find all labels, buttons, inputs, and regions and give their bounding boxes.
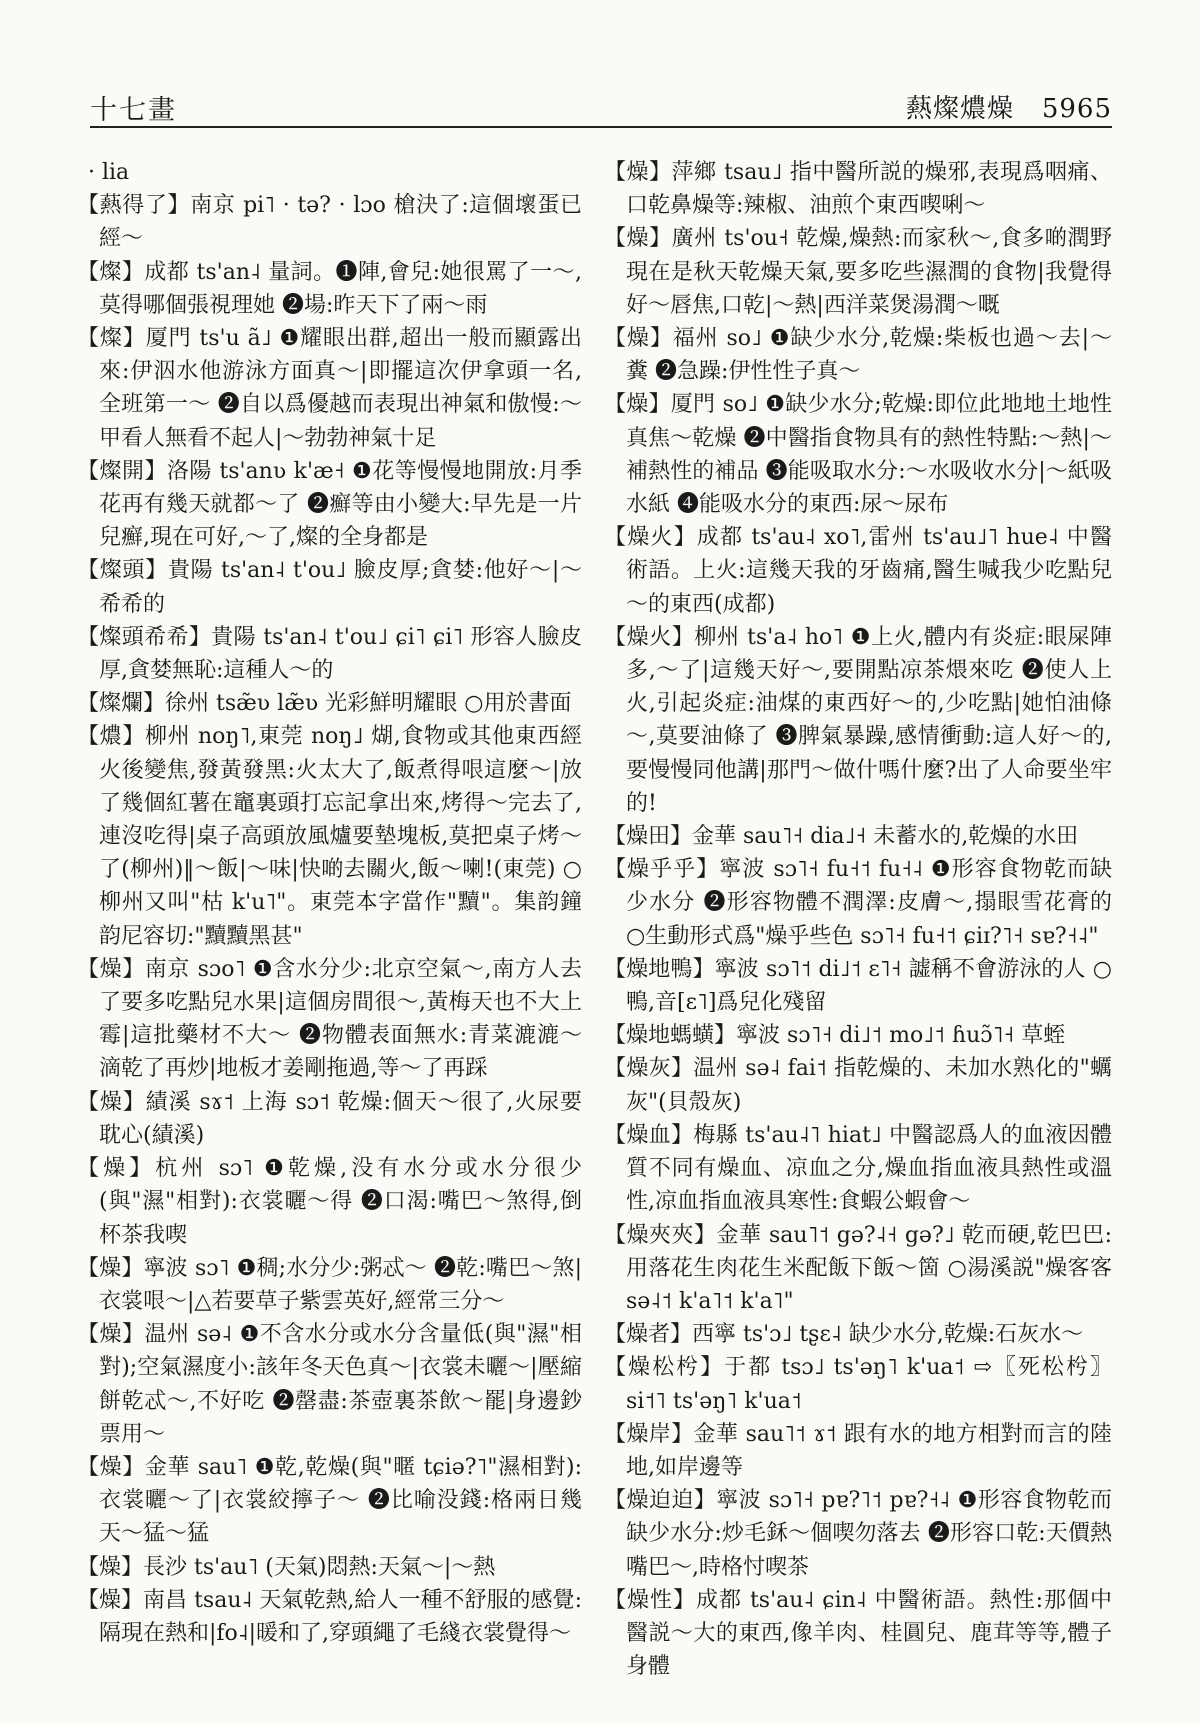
dictionary-entry: 【燦頭希希】貴陽 ts'an˨ t'ou˩ ɕi˥ ɕi˥ 形容人臉皮厚,貪婪無恥:這種人～的 — [77, 624, 582, 684]
dictionary-entry: 【燦頭】貴陽 ts'an˨ t'ou˩ 臉皮厚;貪婪:他好～|～希希的 — [77, 558, 582, 617]
dictionary-entry: 【燥地鴨】寧波 sɔ˥˦ di˩˦ ɛ˥˧ 譃稱不會游泳的人 ○鴨,音[ɛ˥]爲兒化殘留 — [604, 956, 1112, 1016]
page-number: 5965 — [1041, 94, 1112, 124]
dictionary-entry: 【燦開】洛陽 ts'anʋ k'æ˧ ❶花等慢慢地開放:月季花再有幾天就都～了 ❷癬等由小變大:早先是一片兒癬,現在可好,～了,燦的全身都是 — [77, 458, 582, 551]
dictionary-entry: 【燥岸】金華 sau˥˦ ɤ˦ 跟有水的地方相對而言的陸地,如岸邊等 — [604, 1421, 1112, 1480]
dictionary-entry: 【燥灰】温州 sə˨ fai˦ 指乾燥的、未加水熟化的"蠣灰"(貝殼灰) — [604, 1056, 1112, 1115]
dictionary-entry: 【燥松枍】于都 tsɔ˩ ts'əŋ˥ k'ua˦ ⇨〖死松枍〗 si˦˥ ts'əŋ˥ k'ua˦ — [604, 1355, 1112, 1414]
dictionary-entry: 【燥乎乎】寧波 sɔ˥˧ fu˧˦ fu˧˨ ❶形容食物乾而缺少水分 ❷形容物體不潤澤:皮膚～,搨眼雪花膏的 ○生動形式爲"燥乎些色 sɔ˥˧ fu˧˦ ɕiɪ?˥˧ sɐ?˧˨" — [604, 857, 1112, 949]
dictionary-entry: 【燥】萍鄉 tsau˩ 指中醫所説的燥邪,表現爲咽痛、口乾鼻燥等:辣椒、油煎个東西喫唎～ — [604, 160, 1112, 219]
dictionary-entry: 【燥】長沙 ts'au˥ (天氣)悶熱:天氣～|～熱 — [77, 1554, 496, 1580]
headwords: 爇燦燶燥 — [906, 94, 1015, 124]
dictionary-entry: 【燥火】成都 ts'au˨ xo˥,雷州 ts'au˩˥ hue˨ 中醫術語。上火:這幾天我的牙齒痛,醫生喊我少吃點兒～的東西(成都) — [604, 525, 1112, 617]
dictionary-entry: 【燥田】金華 sau˥˧ dia˩˧ 未蓄水的,乾燥的水田 — [604, 824, 1079, 850]
right-column — [604, 156, 1112, 1691]
dictionary-entry: 【燶】柳州 noŋ˥,東莞 noŋ˩ 煳,食物或其他東西經火後變焦,發黃發黑:火太大了,飯煮得哏這麼～|放了幾個紅薯在竈裏頭打忘記拿出來,烤得～完去了,連沒吃得|桌子高頭放風爐要墊塊板,莫把桌子烤～了(柳州)‖～飯|～味|快啲去關火,飯～喇!(東莞) ○柳州又叫"枯 k'u˥"。東莞本字當作"黷"。集韵鐘韵尼容切:"黷黷黑甚" — [77, 724, 582, 949]
dictionary-entry: 【燦】厦門 ts'u ã˩ ❶耀眼出群,超出一般而顯露出來:伊泅水他游泳方面真～|即擺這次伊拿頭一名,全班第一～ ❷自以爲優越而表現出神氣和傲慢:～甲看人無看不起人|～勃勃神氣十足 — [77, 326, 582, 451]
continuation-line: · lia — [88, 160, 130, 185]
dictionary-entry: 【燥】績溪 sɤ˦ 上海 sɔ˦ 乾燥:個天～很了,火尿要耽心(績溪) — [77, 1089, 582, 1148]
page-header — [90, 86, 1112, 128]
dictionary-entry: 【燥】金華 sau˥ ❶乾,乾燥(與"暱 tɕiə?˥"濕相對):衣裳曬～了|衣裳絞擰子～ ❷比喻没錢:格兩日幾天～猛～猛 — [77, 1454, 582, 1547]
dictionary-entry: 【燥性】成都 ts'au˨ ɕin˨ 中醫術語。熱性:那個中醫説～大的東西,像羊肉、桂圓兒、鹿茸等等,體子身體 — [604, 1587, 1112, 1680]
dictionary-entry: 【燥火】柳州 ts'a˨ ho˥ ❶上火,體内有炎症:眼屎陣多,～了|這幾天好～,要開點凉茶煨來吃 ❷使人上火,引起炎症:油煤的東西好～的,少吃點|她怕油條～,莫要油條了 ❸脾氣暴躁,感情衝動:這人好～的,要慢慢同他講|那門～做什嗎什麼?出了人命要坐牢的! — [604, 624, 1112, 816]
dictionary-entry: 【燥者】西寧 ts'ɔ˩ tʂɛ˨ 缺少水分,乾燥:石灰水～ — [604, 1322, 1084, 1348]
dictionary-entry: 【燥血】梅縣 ts'au˨˥ hiat˩ 中醫認爲人的血液因體質不同有燥血、凉血之分,燥血指血液具熱性或溫性,凉血指血液具寒性:食蝦公蝦會～ — [604, 1122, 1112, 1215]
running-head — [906, 88, 1112, 125]
dictionary-entry: 【燥】福州 so˩ ❶缺少水分,乾燥:柴板也過～去|～糞 ❷急躁:伊性性子真～ — [604, 326, 1112, 385]
dictionary-entry: 【爇得了】南京 pi˥ · tə? · lɔo 槍決了:這個壞蛋已經～ — [77, 193, 582, 252]
dictionary-entry: 【燥】杭州 sɔ˥ ❶乾燥,没有水分或水分很少(與"濕"相對):衣裳曬～得 ❷口渴:嘴巴～煞得,倒杯茶我喫 — [77, 1156, 582, 1248]
dictionary-entry: 【燥】厦門 so˩ ❶缺少水分;乾燥:即位此地地土地性真焦～乾燥 ❷中醫指食物具有的熱性特點:～熱|～補熱性的補品 ❸能吸取水分:～水吸收水分|～紙吸水紙 ❹能吸水分的東西:尿～尿布 — [604, 392, 1112, 518]
section-title: 十七畫 — [90, 95, 177, 126]
dictionary-entry: 【燦爛】徐州 tsæ̃ʋ læ̃ʋ 光彩鮮明耀眼 ○用於書面 — [77, 691, 572, 717]
dictionary-entry: 【燥地螞蟥】寧波 sɔ˥˧ di˩˦ mo˩˦ ɦuɔ̃˥˧ 草蛭 — [604, 1023, 1066, 1049]
dictionary-entry: 【燥夾夾】金華 sau˥˦ gə?˨˧ gə?˩ 乾而硬,乾巴巴:用落花生肉花生米配飯下飯～箇 ○湯溪説"燥客客 sə˨˦ k'a˥˦ k'a˥" — [604, 1222, 1112, 1314]
dictionary-entry: 【燥】寧波 sɔ˥ ❶稠;水分少:粥忒～ ❷乾:嘴巴～煞|衣裳哏～|△若要草子紫雲英好,經常三分～ — [77, 1255, 582, 1314]
dictionary-entry: 【燥迫迫】寧波 sɔ˥˧ pɐ?˥˦ pɐ?˧˨ ❶形容食物乾而缺少水分:炒毛鉌～個喫勿落去 ❷形容口乾:天價熱嘴巴～,時格忖喫茶 — [604, 1488, 1112, 1580]
dictionary-entry: 【燥】南昌 tsau˨ 天氣乾熱,給人一種不舒服的感覺:隔現在熱和|fo˨|暖和了,穿頭繩了毛綫衣裳覺得～ — [77, 1587, 582, 1646]
dictionary-entry: 【燥】南京 sɔo˥ ❶含水分少:北京空氣～,南方人去了要多吃點兒水果|這個房間很～,黃梅天也不大上霉|這批藥材不大～ ❷物體表面無水:青菜漉漉～滴乾了再炒|地板才姜剛拖過,等～了再踩 — [77, 956, 582, 1082]
dictionary-entry: 【燥】温州 sə˨ ❶不含水分或水分含量低(與"濕"相對);空氣濕度小:該年冬天色真～|衣裳未曬～|壓縮餅乾忒～,不好吃 ❷罄盡:茶壺裏茶飲～罷|身邊鈔票用～ — [77, 1322, 582, 1447]
dictionary-entry: 【燦】成都 ts'an˨ 量詞。❶陣,會兒:她很罵了一～,莫得哪個張視理她 ❷場:昨天下了兩～雨 — [77, 259, 582, 318]
left-column — [77, 156, 582, 1691]
dictionary-entry: 【燥】廣州 ts'ou˧ 乾燥,燥熱:而家秋～,食多啲潤野現在是秋天乾燥天氣,要多吃些濕潤的食物|我覺得好～唇焦,口乾|～熱|西洋菜煲湯潤～嘅 — [604, 226, 1112, 318]
